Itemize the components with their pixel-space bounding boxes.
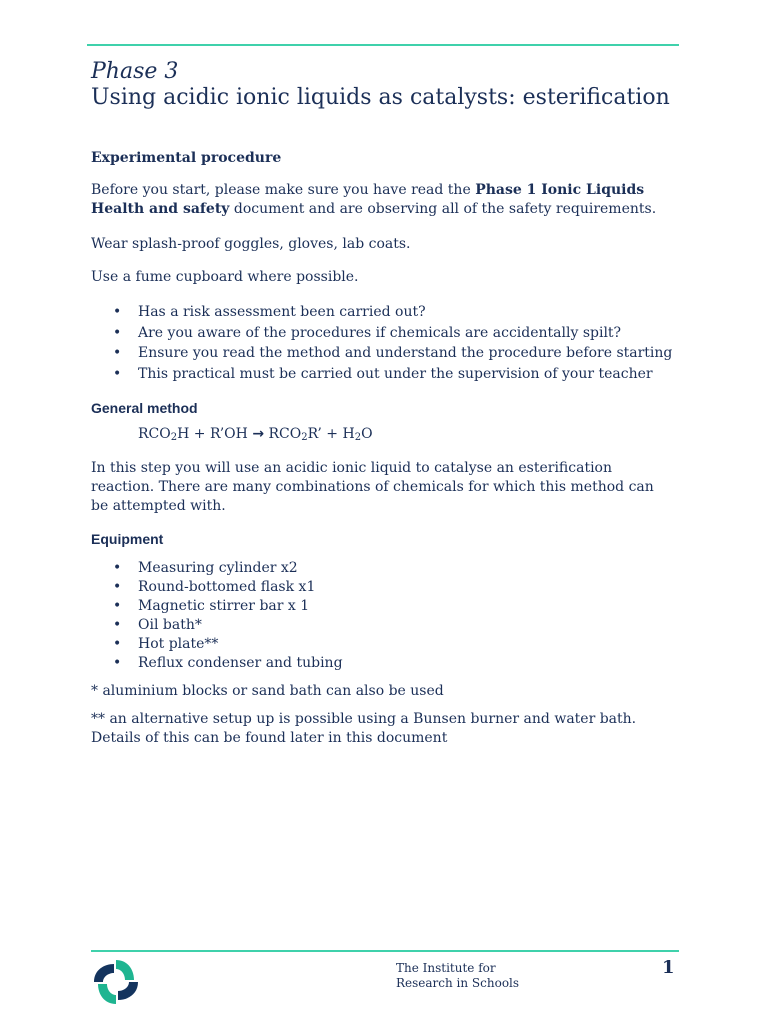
reaction-equation [138,425,373,444]
intro-text-end: document and are observing all of the safety requirements. [229,201,657,217]
safety-checklist [91,302,672,384]
phase-label: Phase 3 [91,59,179,84]
reaction-arrow-icon: → [252,426,265,442]
institute-name [396,961,519,991]
list-item: • Hot plate** [91,635,343,654]
list-item: • Round-bottomed flask x1 [91,578,343,597]
intro-text-bold: Phase 1 Ionic Liquids Health and safety [91,182,645,217]
bottom-divider [91,950,679,952]
equation-subscript: 2 [170,432,178,443]
intro-text-start: Before you start, please make sure you have read the [91,182,476,198]
intro-paragraph [91,181,671,219]
list-item: • Measuring cylinder x2 [91,559,343,578]
list-item: • Ensure you read the method and understand the procedure before starting [91,343,672,364]
equipment-heading: Equipment [91,531,164,547]
list-item: • Reflux condenser and tubing [91,654,343,673]
equipment-note-2: ** an alternative setup up is possible using a Bunsen burner and water bath. Details of this can be found later in this document [91,711,637,746]
institute-logo-icon [92,958,140,1006]
list-item: • This practical must be carried out under the supervision of your teacher [91,364,672,385]
page-title: Using acidic ionic liquids as catalysts: esterification [91,85,670,110]
equipment-note-1: * aluminium blocks or sand bath can also be used [91,683,444,699]
equation-part: R’ + H [307,426,355,442]
list-item: • Are you aware of the procedures if chemicals are accidentally spilt? [91,323,672,344]
list-item: • Has a risk assessment been carried out? [91,302,672,323]
equation-part: RCO [138,426,171,442]
equation-part: RCO [264,426,302,442]
equation-part: O [361,426,373,442]
method-description: In this step you will use an acidic ionic liquid to catalyse an esterification reaction. There are many combinations of chemicals for which this method can be attempted with. [91,460,654,514]
ppe-paragraph: Wear splash-proof goggles, gloves, lab coats. [91,236,411,252]
list-item: • Magnetic stirrer bar x 1 [91,597,343,616]
equation-part: H + R’OH [177,426,253,442]
fume-cupboard-paragraph: Use a fume cupboard where possible. [91,269,359,285]
general-method-heading: General method [91,400,198,416]
equipment-list [91,559,343,673]
institute-name-line-1: The Institute for [396,961,496,975]
page-number: 1 [662,957,675,978]
equation-subscript: 2 [301,432,308,443]
institute-name-line-2: Research in Schools [396,976,520,990]
equation-subscript: 2 [354,432,362,443]
list-item: • Oil bath* [91,616,343,635]
top-divider [87,44,679,46]
experimental-procedure-heading: Experimental procedure [91,150,282,166]
